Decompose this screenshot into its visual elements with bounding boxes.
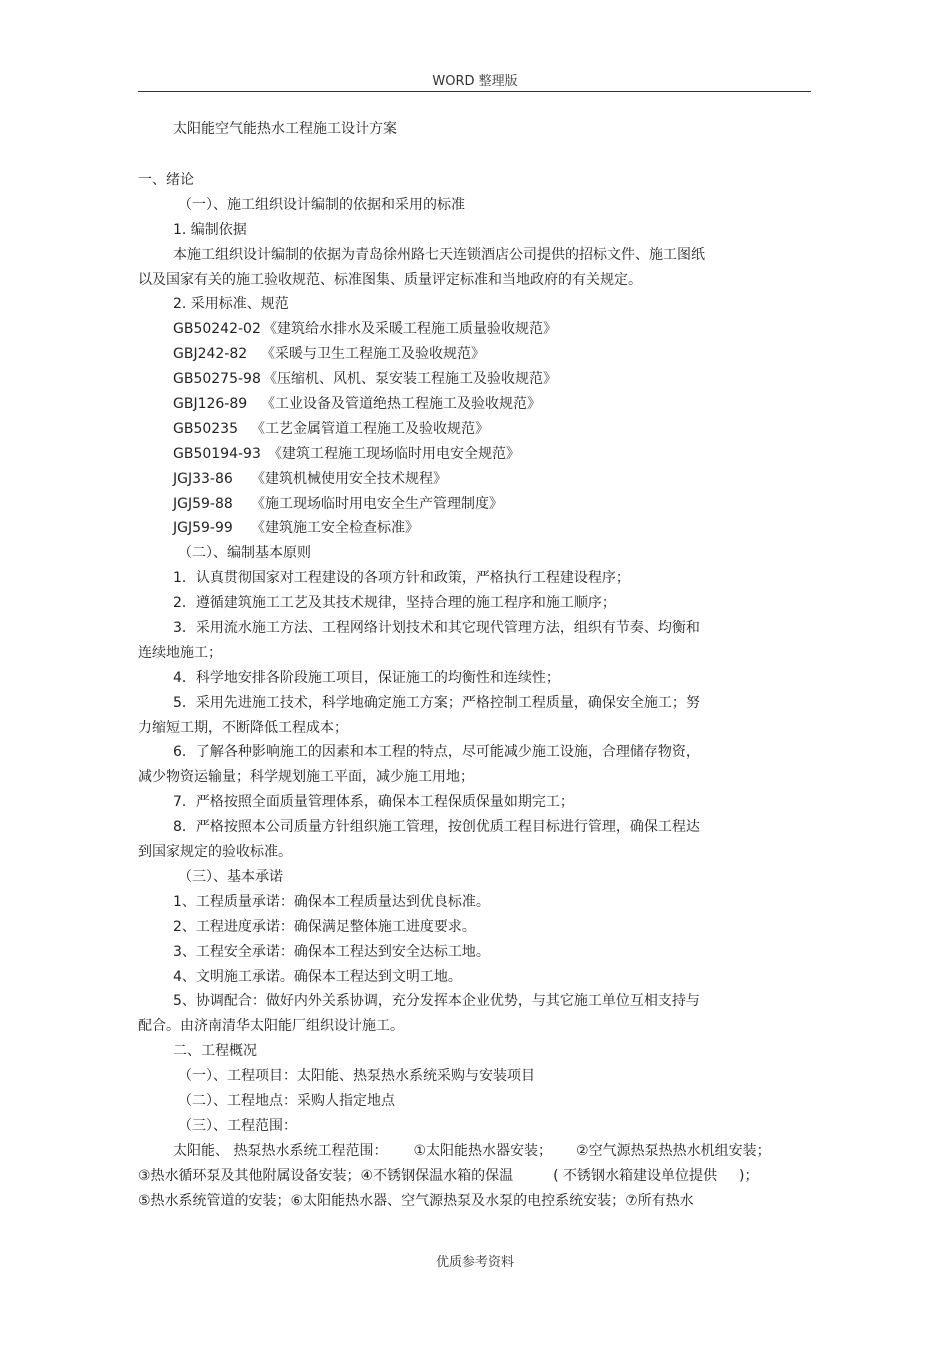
scope-text: )； xyxy=(739,1167,759,1184)
subsection-heading: （三）、工程范围： xyxy=(178,1117,297,1134)
subsection-heading: （三）、基本承诺 xyxy=(178,868,283,885)
principle-item: 6．了解各种影响施工的因素和本工程的特点，尽可能减少施工设施，合理储存物资， xyxy=(173,744,700,761)
commitment-item-continued: 配合。由济南清华太阳能厂组织设计施工。 xyxy=(138,1018,404,1035)
standard-code: JGJ59-88 xyxy=(173,495,233,512)
scope-text: ( 不锈钢水箱建设单位提供 xyxy=(553,1167,718,1184)
principle-item: 3．采用流水施工方法、工程网络计划技术和其它现代管理方法，组织有节奏、均衡和 xyxy=(173,620,700,637)
commitment-item: 2、工程进度承诺：确保满足整体施工进度要求。 xyxy=(173,918,476,935)
standard-code: JGJ33-86 xyxy=(173,470,233,487)
page-header: WORD 整理版 xyxy=(432,74,518,89)
principle-item: 7．严格按照全面质量管理体系，确保本工程保质保量如期完工； xyxy=(173,794,574,811)
principle-item: 5．采用先进施工技术，科学地确定施工方案；严格控制工程质量，确保安全施工；努 xyxy=(173,694,700,711)
section-heading: 一、绪论 xyxy=(138,172,194,188)
scope-line xyxy=(138,1139,810,1164)
standard-name: 《压缩机、风机、泵安装工程施工及验收规范》 xyxy=(263,371,557,388)
standard-name: 《建筑工程施工现场临时用电安全规范》 xyxy=(268,445,520,462)
standard-name: 《工业设备及管道绝热工程施工及验收规范》 xyxy=(261,396,541,413)
subsection-heading: （二）、工程地点：采购人指定地点 xyxy=(178,1092,395,1109)
item-heading: 2. 采用标准、规范 xyxy=(173,296,289,313)
subsection-heading: （二）、编制基本原则 xyxy=(178,545,311,562)
standard-code: GB50242-02 xyxy=(173,321,261,338)
standard-name: 《采暖与卫生工程施工及验收规范》 xyxy=(261,346,485,363)
document-title: 太阳能空气能热水工程施工设计方案 xyxy=(173,121,397,137)
standard-code: JGJ59-99 xyxy=(173,520,233,537)
principle-item: 4．科学地安排各阶段施工项目，保证施工的均衡性和连续性； xyxy=(173,669,560,686)
page-footer: 优质参考资料 xyxy=(435,1255,514,1270)
scope-text: ③热水循环泵及其他附属设备安装；④不锈钢保温水箱的保温 xyxy=(138,1167,514,1184)
standard-name: 《建筑给水排水及采暖工程施工质量验收规范》 xyxy=(263,321,557,338)
principle-item-continued: 到国家规定的验收标准。 xyxy=(138,844,292,861)
scope-text: ②空气源热泵热热水机组安装； xyxy=(576,1142,771,1159)
standard-code: GB50275-98 xyxy=(173,371,261,388)
standard-item xyxy=(138,392,810,417)
standard-code: GBJ242-82 xyxy=(173,346,248,363)
section-heading: 二、工程概况 xyxy=(173,1043,257,1060)
principle-item-continued: 连续地施工； xyxy=(138,644,222,661)
standard-item xyxy=(138,516,810,541)
standard-item xyxy=(138,342,810,367)
standard-code: GB50194-93 xyxy=(173,445,261,462)
scope-text: 太阳能、 热泵热水系统工程范围： xyxy=(173,1142,388,1159)
commitment-item: 1、工程质量承诺：确保本工程质量达到优良标准。 xyxy=(173,893,490,910)
standard-item xyxy=(138,492,810,517)
principle-item: 8．严格按照本公司质量方针组织施工管理，按创优质工程目标进行管理，确保工程达 xyxy=(173,819,700,836)
commitment-item: 3、工程安全承诺：确保本工程达到安全达标工地。 xyxy=(173,943,490,960)
standard-item xyxy=(138,417,810,442)
standard-item xyxy=(138,317,810,342)
scope-text: ①太阳能热水器安装； xyxy=(413,1142,553,1159)
standard-item xyxy=(138,442,810,467)
standard-name: 《施工现场临时用电安全生产管理制度》 xyxy=(251,495,503,512)
item-heading: 1. 编制依据 xyxy=(173,221,247,238)
principle-item-continued: 减少物资运输量；科学规划施工平面，减少施工用地； xyxy=(138,769,474,786)
subsection-heading: （一）、工程项目：太阳能、热泵热水系统采购与安装项目 xyxy=(178,1068,535,1085)
standard-name: 《建筑施工安全检查标准》 xyxy=(251,520,419,537)
principle-item: 2．遵循建筑施工工艺及其技术规律，坚持合理的施工程序和施工顺序； xyxy=(173,595,616,612)
standard-code: GBJ126-89 xyxy=(173,396,248,413)
principle-item: 1．认真贯彻国家对工程建设的各项方针和政策，严格执行工程建设程序； xyxy=(173,570,630,587)
subsection-heading: （一）、施工组织设计编制的依据和采用的标准 xyxy=(178,196,465,213)
paragraph-line: 本施工组织设计编制的依据为青岛徐州路七天连锁酒店公司提供的招标文件、施工图纸 xyxy=(173,246,705,263)
standard-name: 《建筑机械使用安全技术规程》 xyxy=(251,470,447,487)
scope-line xyxy=(138,1164,810,1189)
standard-item xyxy=(138,467,810,492)
commitment-item: 5、协调配合：做好内外关系协调，充分发挥本企业优势，与其它施工单位互相支持与 xyxy=(173,993,700,1010)
document-body xyxy=(138,168,810,1213)
standard-item xyxy=(138,367,810,392)
commitment-item: 4、文明施工承诺。确保本工程达到文明工地。 xyxy=(173,968,462,985)
principle-item-continued: 力缩短工期，不断降低工程成本； xyxy=(138,719,348,736)
paragraph-line: 以及国家有关的施工验收规范、标准图集、质量评定标准和当地政府的有关规定。 xyxy=(138,271,642,288)
scope-line: ⑤热水系统管道的安装；⑥太阳能热水器、空气源热泵及水泵的电控系统安装；⑦所有热水 xyxy=(138,1192,694,1209)
standard-name: 《工艺金属管道工程施工及验收规范》 xyxy=(251,420,489,437)
standard-code: GB50235 xyxy=(173,420,238,437)
header-divider xyxy=(138,91,811,92)
